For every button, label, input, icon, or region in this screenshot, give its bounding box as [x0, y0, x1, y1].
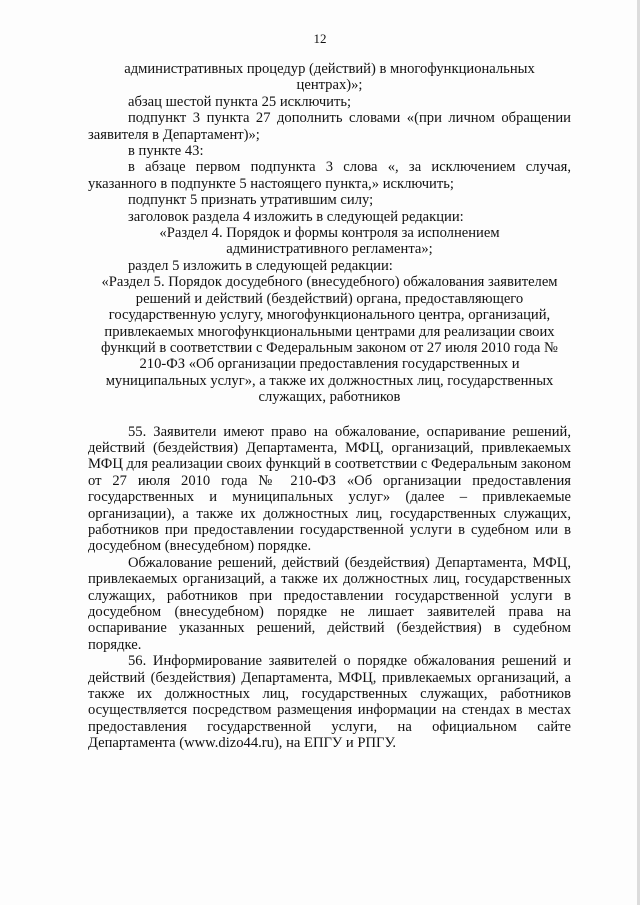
paragraph-55-continued: Обжалование решений, действий (бездействия) Департамента, МФЦ, привлекаемых организаций, а также их должностных лиц, государственных служащих, работников при предоставлении государственной услуги в досудебном (внесудебном) порядке не лишает заявителей права на оспаривание указанных решений, действий (бездействия) в судебном порядке. [88, 554, 571, 653]
text-line-7: заголовок раздела 4 изложить в следующей редакции: [128, 208, 464, 225]
text-line-5: в абзаце первом подпункта 3 слова «, за исключением случая, указанного в подпункте 5 настоящего пункта,» исключить; [88, 159, 571, 192]
document-body [88, 61, 571, 752]
text-line-3: подпункт 3 пункта 27 дополнить словами «(при личном обращении заявителя в Департамент)»; [88, 110, 571, 143]
text-line-2: абзац шестой пункта 25 исключить; [128, 93, 352, 110]
paragraph-55: 55. Заявители имеют право на обжалование, оспаривание решений, действий (бездействия) Департамента, МФЦ, организаций, привлекаемых МФЦ для реализации своих функций в соответствии с Федеральным законом от 27 июля 2010 года № 210-ФЗ «Об организации предоставления государственных и муниципальных услуг» (далее – привлекаемые организации), а также их должностных лиц, государственных служащих, работников при предоставлении государственной услуги в судебном или в досудебном (внесудебном) порядке. [88, 423, 572, 555]
text-line-4: в пункте 43: [128, 143, 204, 160]
section-5-heading: «Раздел 5. Порядок досудебного (внесудебного) обжалования заявителем решений и действий (бездействий) органа, предоставляющего государственную услугу, многофункционального центра, организаций, привлекаемых многофункциональными центрами для реализации своих функций в соответствии с Федеральным законом от 27 июля 2010 года № 210-ФЗ «Об организации предоставления государственных и муниципальных услуг», а также их должностных лиц, государственных служащих, работников [101, 274, 558, 406]
page-number: 12 [313, 31, 327, 46]
text-line-9: раздел 5 изложить в следующей редакции: [128, 257, 393, 274]
text-line-1: административных процедур (действий) в многофункциональных центрах)»; [124, 61, 535, 94]
text-line-6: подпункт 5 признать утратившим силу; [128, 192, 374, 209]
paragraph-56: 56. Информирование заявителей о порядке обжалования решений и действий (бездействия) Департамента, МФЦ, привлекаемых организаций, а также их должностных лиц, государственных служащих, работников осуществляется посредством размещения информации на стендах в местах предоставления государственной услуги, на официальном сайте Департамента (www.dizo44.ru), на ЕПГУ и РПГУ. [88, 653, 571, 752]
section-4-heading: «Раздел 4. Порядок и формы контроля за исполнением административного регламента»; [159, 225, 500, 258]
